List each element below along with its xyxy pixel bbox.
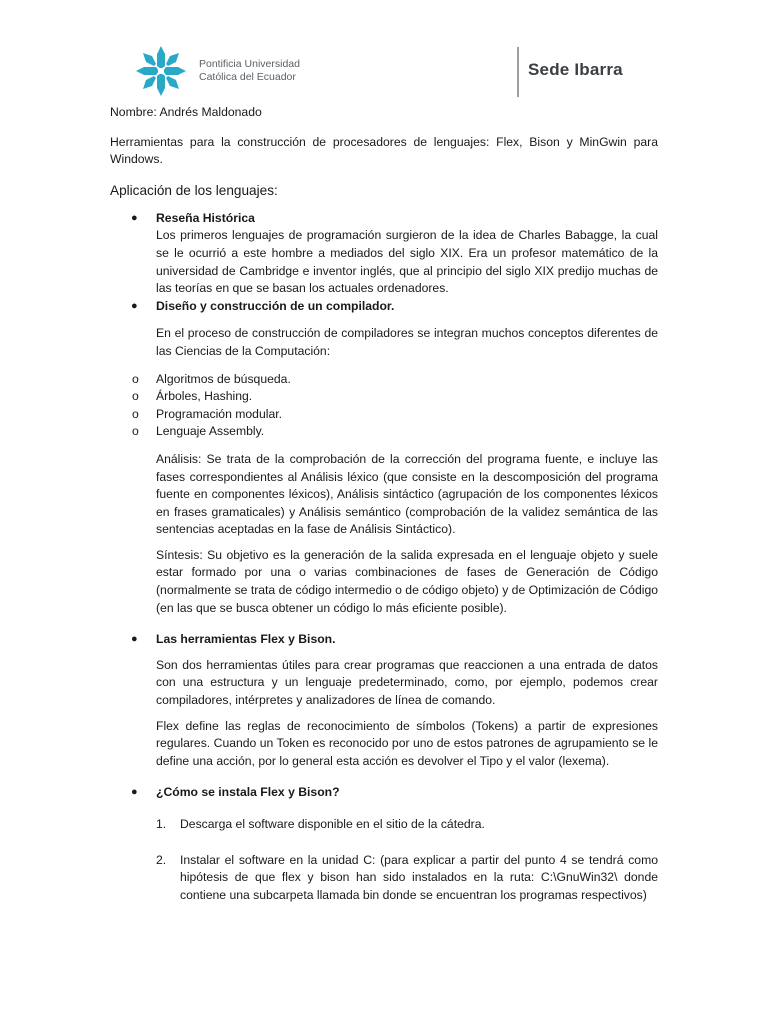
list-item: o Lenguaje Assembly. bbox=[110, 423, 658, 441]
list-item: o Programación modular. bbox=[110, 406, 658, 424]
campus-name: Sede Ibarra bbox=[528, 60, 623, 79]
step-text: Descarga el software disponible en el sitio de la cátedra. bbox=[180, 817, 485, 831]
document-header bbox=[0, 0, 768, 100]
paragraph-text: En el proceso de construcción de compiladores se integran muchos conceptos diferentes de las Ciencias de la Computación: bbox=[156, 326, 658, 358]
university-cross-logo-icon bbox=[134, 44, 188, 98]
paragraph-text: Análisis: Se trata de la comprobación de la corrección del programa fuente, e incluye las fases correspondientes al Análisis léxico (que consiste en la descomposición del programa fuente en componentes léxicos), Análisis sintáctico (agrupación de los componentes léxicos en frases gramaticales) y Análisis semántico (comprobación de la validez semántica de las sentencias aceptadas en la fase de Análisis Sintáctico). bbox=[156, 451, 658, 537]
paragraph-flex-bison-1 bbox=[110, 657, 658, 710]
bullet-instalacion bbox=[110, 784, 658, 802]
step-text: Instalar el software en la unidad C: (para explicar a partir del punto 4 se tendrá como hipótesis de que flex y bison han sido instalados en la ruta: C:\GnuWin32\ donde contiene una subcarpeta llamada bin donde se encuentran los programas respectivos) bbox=[180, 852, 658, 902]
paragraph-text: Son dos herramientas útiles para crear programas que reaccionen a una entrada de datos con una estructura y un lenguaje predeterminado, como, por ejemplo, podemos crear compiladores, intérpretes y analizadores de línea de comando. bbox=[156, 657, 658, 708]
university-name-line1: Pontificia Universidad bbox=[199, 58, 300, 70]
paragraph-flex-bison-2 bbox=[110, 718, 658, 771]
list-item: o Árboles, Hashing. bbox=[110, 388, 658, 406]
bullet-icon: ● bbox=[131, 211, 138, 224]
university-name-line2: Católica del Ecuador bbox=[199, 70, 296, 83]
circle-bullet-icon: o bbox=[132, 389, 139, 404]
bullet-text: Los primeros lenguajes de programación surgieron de la idea de Charles Babagge, la cual se le ocurrió a este hombre a mediados del siglo XIX. Era un profesor matemático de la universidad de Cambridge e inventor inglés, que al principio del siglo XIX predijo muchas de las teorías en que se basan los actuales ordenadores. bbox=[156, 228, 658, 296]
document-body bbox=[110, 104, 658, 904]
bullet-title: ¿Cómo se instala Flex y Bison? bbox=[156, 785, 340, 800]
list-item: o Algoritmos de búsqueda. bbox=[110, 371, 658, 389]
install-step-2 bbox=[110, 852, 658, 905]
bullet-title: Las herramientas Flex y Bison. bbox=[156, 632, 336, 647]
paragraph-sintesis bbox=[110, 547, 658, 617]
install-step-1 bbox=[110, 816, 658, 834]
university-name bbox=[199, 58, 300, 83]
author-name: Nombre: Andrés Maldonado bbox=[110, 105, 262, 119]
section-heading: Aplicación de los lenguajes: bbox=[110, 182, 278, 198]
bullet-icon: ● bbox=[131, 633, 138, 646]
bullet-flex-bison bbox=[110, 631, 658, 649]
circle-bullet-icon: o bbox=[132, 406, 139, 421]
step-number: 2. bbox=[156, 852, 167, 867]
circle-bullet-icon: o bbox=[132, 371, 139, 386]
paragraph-analisis bbox=[110, 451, 658, 539]
paragraph-intro-compilador bbox=[110, 325, 658, 360]
bullet-icon: ● bbox=[131, 786, 138, 799]
header-divider bbox=[517, 47, 519, 97]
bullet-resena-historica bbox=[110, 210, 658, 298]
circle-bullet-icon: o bbox=[132, 424, 139, 439]
paragraph-text: Flex define las reglas de reconocimiento de símbolos (Tokens) a partir de expresiones regulares. Cuando un Token es reconocido por uno de estos patrones de agrupamiento se le define una acción, por lo general esta acción es devolver el Tipo y el valor (lexema). bbox=[156, 718, 658, 768]
bullet-title: Reseña Histórica bbox=[156, 210, 255, 225]
paragraph-text: Síntesis: Su objetivo es la generación de la salida expresada en el lenguaje objeto y suele estar formado por una o varias combinaciones de fases de Generación de Código (normalmente se trata de código intermedio o de código objeto) y de Optimización de Código (en las que se busca obtener un código lo más eficiente posible). bbox=[156, 547, 659, 615]
bullet-diseno-compilador bbox=[110, 298, 658, 316]
bullet-title: Diseño y construcción de un compilador. bbox=[156, 298, 395, 313]
document-topic: Herramientas para la construcción de procesadores de lenguajes: Flex, Bison y MinGwin para Windows. bbox=[110, 134, 658, 167]
bullet-icon: ● bbox=[131, 299, 138, 312]
step-number: 1. bbox=[156, 817, 167, 831]
concepts-list bbox=[110, 371, 658, 441]
